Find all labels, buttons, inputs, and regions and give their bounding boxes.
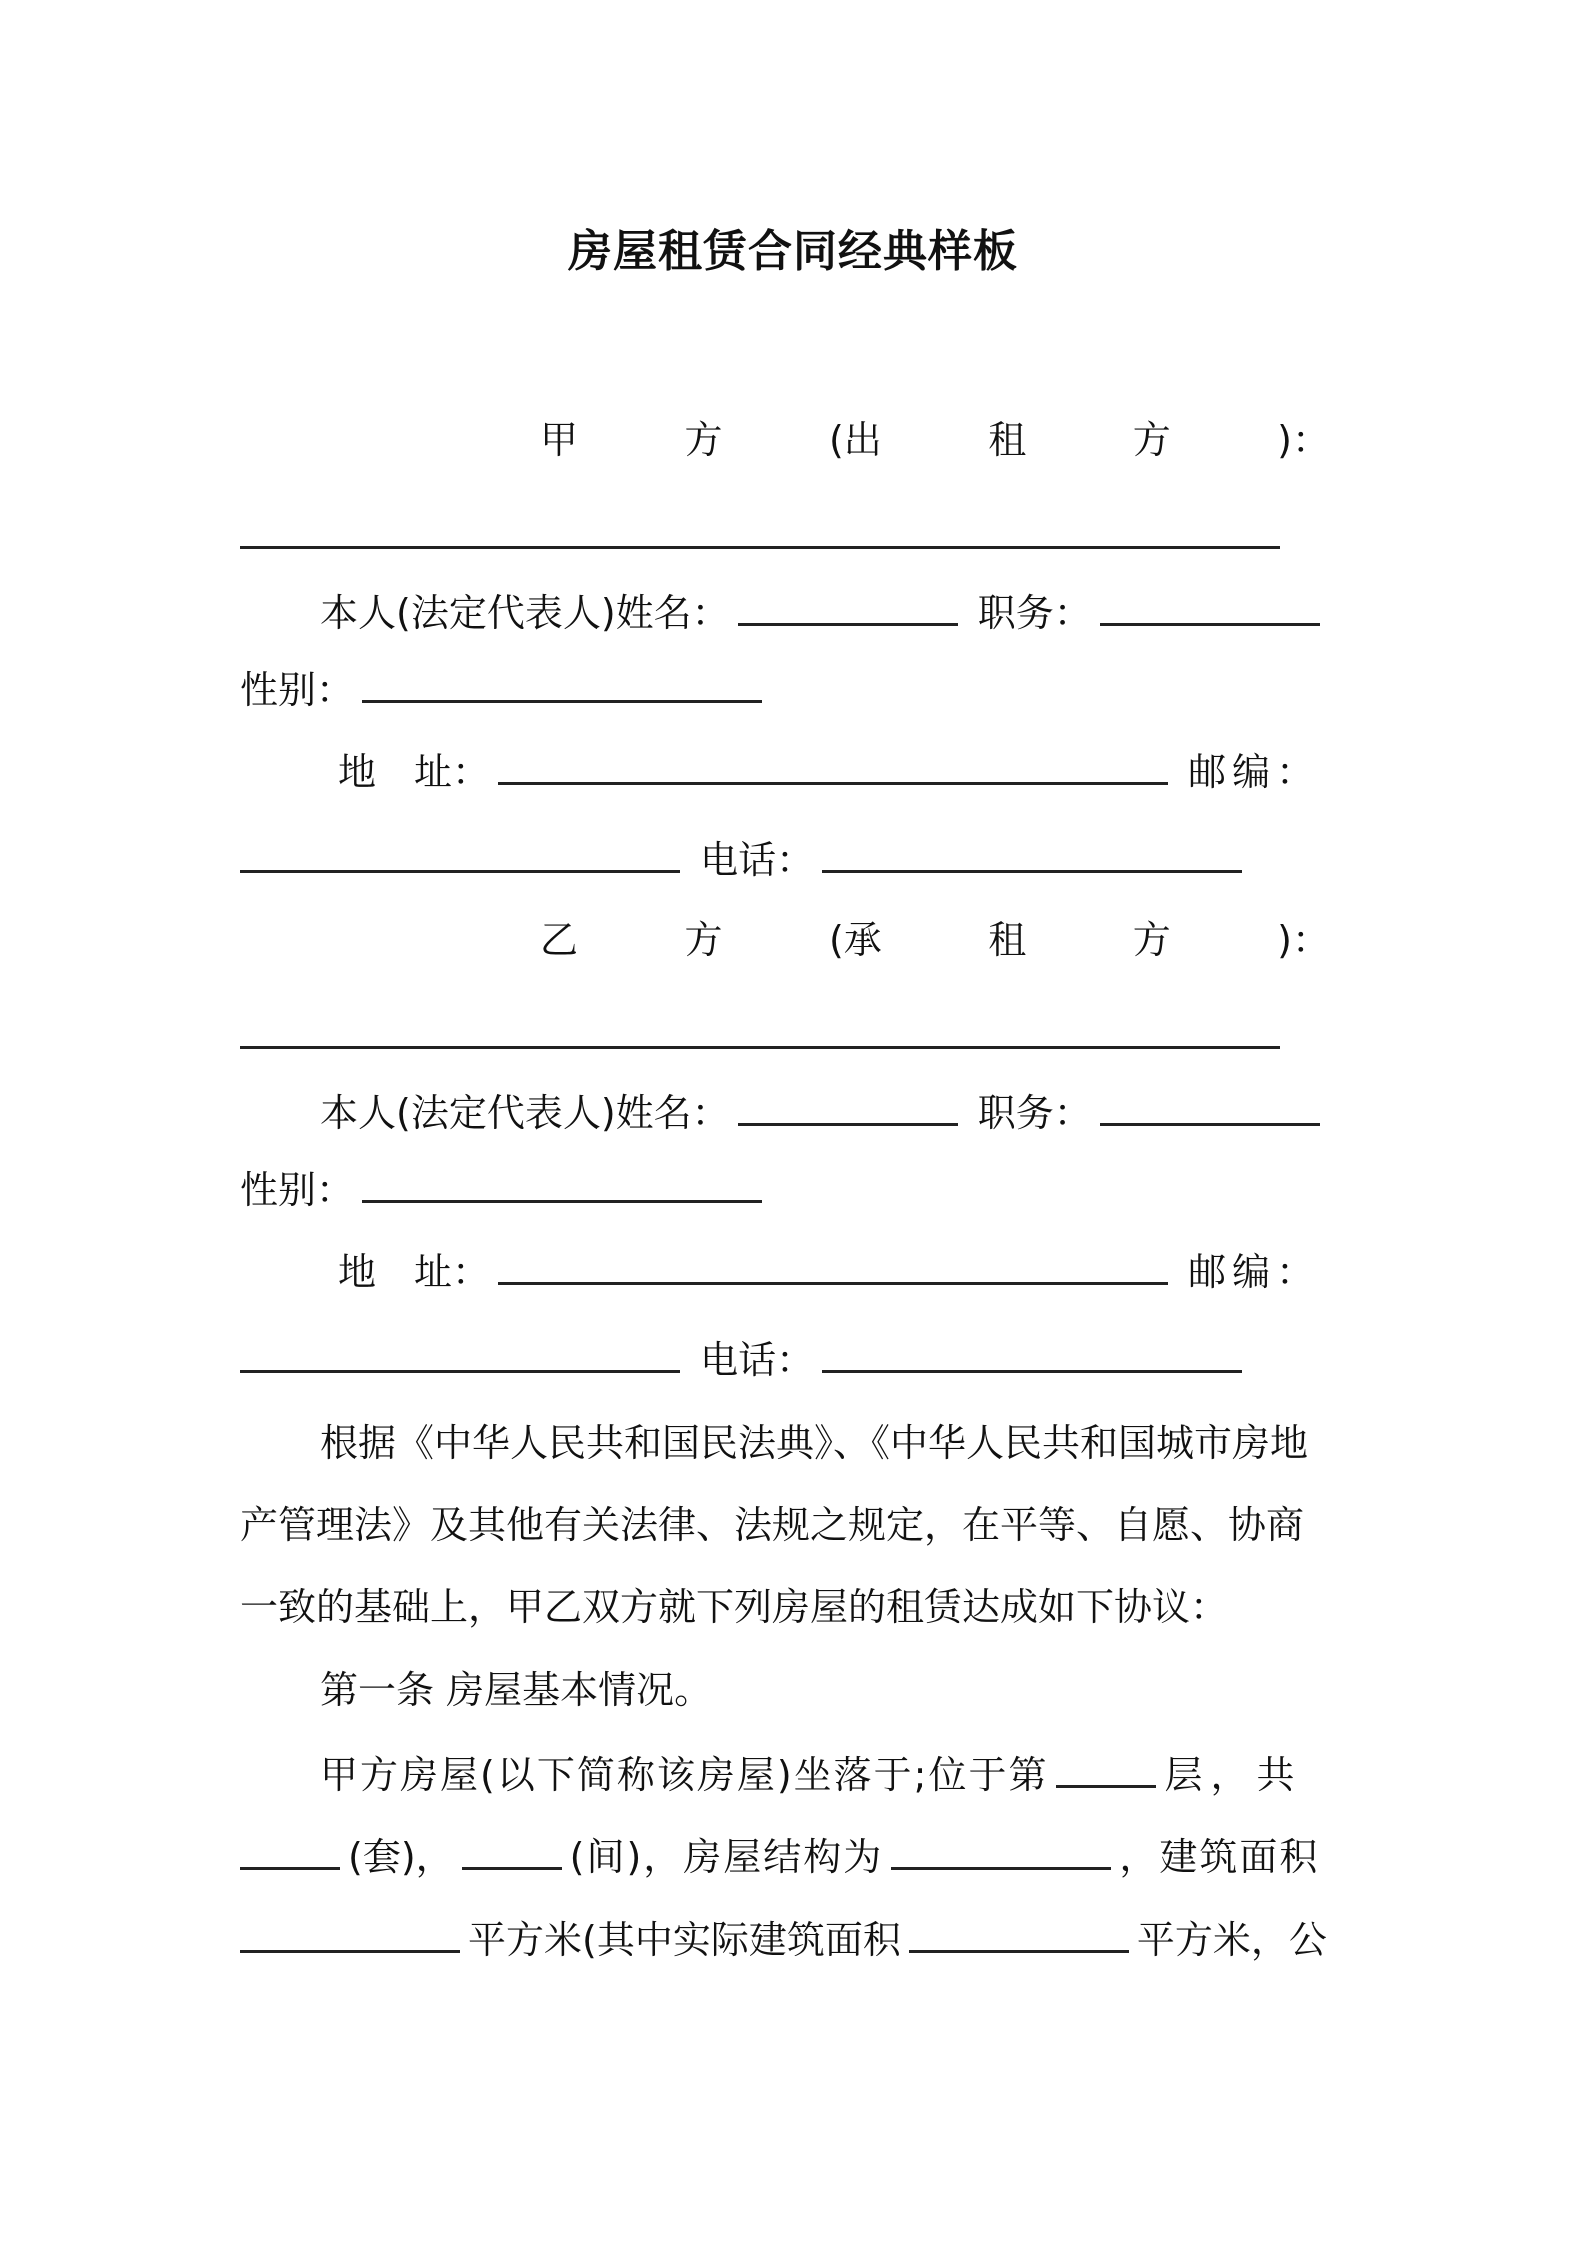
preamble-line-2: 产管理法》及其他有关法律、法规之规定，在平等、自愿、协商 (240, 1503, 1305, 1547)
party-a-tel-row (240, 835, 1350, 885)
party-b-heading (540, 915, 1330, 965)
party-a-gender-row (240, 665, 1350, 715)
preamble-line-3: 一致的基础上，甲乙双方就下列房屋的租赁达成如下协议： (240, 1585, 1229, 1629)
house-text: (间)，房屋结构为 (569, 1835, 884, 1879)
house-text: 层，共 (1164, 1753, 1303, 1797)
party-a-char: 方 (1132, 418, 1171, 462)
tel-label: 电话： (700, 838, 815, 882)
post-blank (1100, 1089, 1320, 1126)
party-b-char: (承 (828, 918, 882, 962)
party-a-char: 甲 (540, 418, 579, 462)
house-text: 甲方房屋(以下简称该房屋)坐落于;位于第 (320, 1753, 1049, 1797)
addr-label: 地 址： (338, 750, 491, 794)
post-blank (1100, 589, 1320, 626)
area-blank (240, 1916, 460, 1953)
house-line-2 (240, 1832, 1350, 1882)
party-a-name-blank (240, 546, 1280, 549)
tel-blank (822, 1336, 1242, 1373)
house-line-1 (240, 1750, 1350, 1800)
gender-blank (362, 666, 762, 703)
name-label: 本人(法定代表人)姓名： (320, 591, 730, 635)
house-text: ，建筑面积 (1119, 1835, 1320, 1879)
party-a-heading (540, 415, 1330, 465)
party-a-char: )： (1277, 418, 1330, 462)
party-a-addr-row (338, 747, 1338, 797)
party-b-gender-row (240, 1165, 1350, 1215)
party-b-name-row (240, 1088, 1350, 1138)
party-a-char: 方 (684, 418, 723, 462)
floor-blank (1056, 1751, 1156, 1788)
zip-blank (240, 1336, 680, 1373)
actual-area-blank (909, 1916, 1129, 1953)
post-label: 职务： (977, 1091, 1092, 1135)
party-b-tel-row (240, 1335, 1350, 1385)
post-label: 职务： (977, 591, 1092, 635)
party-a-char: 租 (988, 418, 1027, 462)
gender-blank (362, 1166, 762, 1203)
party-a-char: (出 (828, 418, 882, 462)
name-label: 本人(法定代表人)姓名： (320, 1091, 730, 1135)
zip-label: 邮编： (1188, 1250, 1321, 1294)
name-blank (738, 589, 958, 626)
party-b-char: 租 (988, 918, 1027, 962)
preamble-line-1: 根据《中华人民共和国民法典》、《中华人民共和国城市房地 (320, 1421, 1309, 1465)
structure-blank (891, 1833, 1111, 1870)
party-b-char: 方 (1132, 918, 1171, 962)
addr-blank (498, 748, 1168, 785)
house-line-3 (240, 1915, 1350, 1965)
party-b-char: 乙 (540, 918, 579, 962)
tel-blank (822, 836, 1242, 873)
room-blank (462, 1833, 562, 1870)
house-text: 平方米(其中实际建筑面积 (468, 1918, 901, 1962)
house-text: (套)， (348, 1835, 454, 1879)
party-a-name-row (240, 588, 1350, 638)
gender-label: 性别： (240, 668, 355, 712)
addr-label: 地 址： (338, 1250, 491, 1294)
zip-blank (240, 836, 680, 873)
house-text: 平方米，公 (1136, 1918, 1327, 1962)
article-1-heading: 第一条 房屋基本情况。 (320, 1668, 713, 1712)
party-b-char: 方 (684, 918, 723, 962)
name-blank (738, 1089, 958, 1126)
tel-label: 电话： (700, 1338, 815, 1382)
party-b-name-blank (240, 1046, 1280, 1049)
party-b-char: )： (1277, 918, 1330, 962)
party-b-addr-row (338, 1247, 1338, 1297)
document-title: 房屋租赁合同经典样板 (568, 226, 1018, 277)
gender-label: 性别： (240, 1168, 355, 1212)
addr-blank (498, 1248, 1168, 1285)
zip-label: 邮编： (1188, 750, 1321, 794)
set-blank (240, 1833, 340, 1870)
